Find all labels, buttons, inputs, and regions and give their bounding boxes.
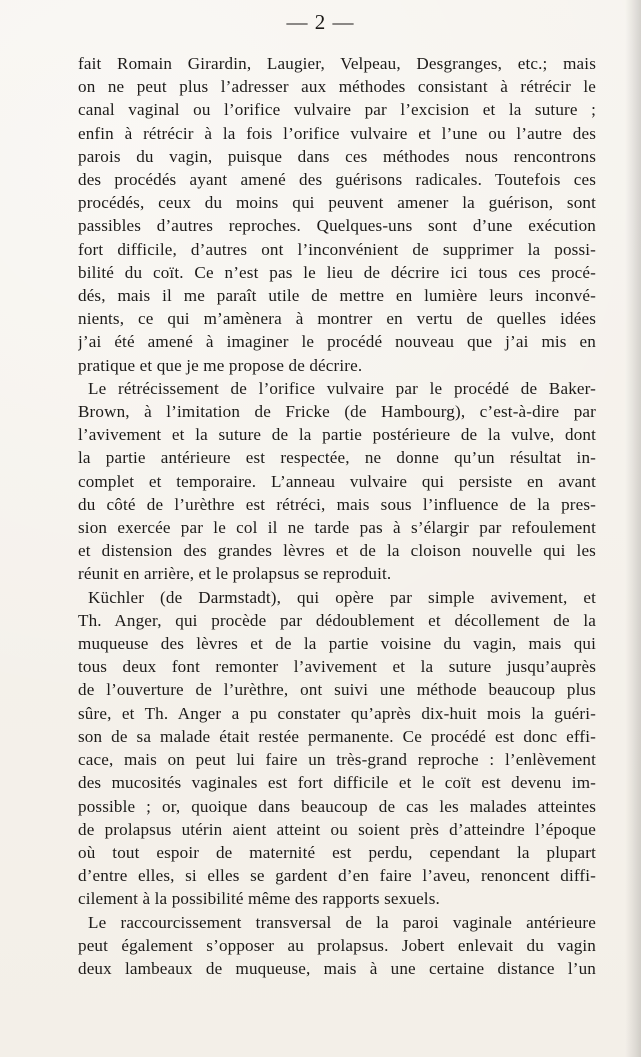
text-line: cace, mais on peut lui faire un très-grand reproche : l’enlèvement: [78, 750, 596, 770]
page-edge-shadow: [625, 0, 641, 1057]
text-line: des mucosités vaginales est fort difficile et le coït est devenu im-: [78, 773, 596, 793]
text-line: la partie antérieure est respectée, ne donne qu’un résultat in-: [78, 448, 596, 468]
body-text: [78, 52, 596, 980]
text-line: passibles d’autres reproches. Quelques-uns sont d’une exécution: [78, 216, 596, 236]
text-line: Brown, à l’imitation de Fricke (de Hambourg), c’est-à-dire par: [78, 402, 596, 422]
text-line: parois du vagin, puisque dans ces méthodes nous rencontrons: [78, 146, 596, 166]
text-line: sion exercée par le col il ne tarde pas à s’élargir par refoulement: [78, 518, 596, 538]
text-line: possible ; or, quoique dans beaucoup de cas les malades atteintes: [78, 796, 596, 816]
text-line: et distension des grandes lèvres et de la cloison nouvelle qui les: [78, 541, 596, 561]
page-number: — 2 —: [286, 10, 355, 34]
paragraph: [78, 377, 596, 586]
text-line: complet et temporaire. L’anneau vulvaire qui persiste en avant: [78, 471, 596, 491]
text-line: réunit en arrière, et le prolapsus se reproduit.: [78, 564, 392, 584]
text-line: fait Romain Girardin, Laugier, Velpeau, Desgranges, etc.; mais: [78, 54, 596, 73]
text-line: de prolapsus utérin aient atteint ou soient près d’atteindre l’époque: [78, 819, 596, 839]
text-line: j’ai été amené à imaginer le procédé nouveau que j’ai mis en: [78, 332, 596, 352]
text-line: procédés, ceux du moins qui peuvent amener la guérison, sont: [78, 193, 596, 213]
text-line: du côté de l’urèthre est rétréci, mais sous l’influence de la pres-: [78, 494, 596, 514]
text-line: canal vaginal ou l’orifice vulvaire par l’excision et la suture ;: [78, 100, 596, 120]
text-line: deux lambeaux de muqueuse, mais à une certaine distance l’un: [78, 958, 596, 978]
text-line: l’avivement et la suture de la partie postérieure de la vulve, dont: [78, 425, 596, 445]
text-line: peut également s’opposer au prolapsus. Jobert enlevait du vagin: [78, 935, 596, 955]
text-line: tous deux font remonter l’avivement et la suture jusqu’auprès: [78, 657, 596, 677]
text-line: sûre, et Th. Anger a pu constater qu’après dix-huit mois la guéri-: [78, 703, 596, 723]
paragraph-continuation: [78, 52, 596, 377]
text-line: son de sa malade était restée permanente. Ce procédé est donc effi-: [78, 726, 596, 746]
text-line: bilité du coït. Ce n’est pas le lieu de décrire ici tous ces procé-: [78, 262, 596, 282]
text-line: Le raccourcissement transversal de la paroi vaginale antérieure: [88, 912, 596, 932]
text-line: de l’ouverture de l’urèthre, ont suivi une méthode beaucoup plus: [78, 680, 596, 700]
text-line: muqueuse des lèvres et de la partie voisine du vagin, mais qui: [78, 634, 596, 654]
text-line: fort difficile, d’autres ont l’inconvénient de supprimer la possi-: [78, 239, 596, 259]
text-line: on ne peut plus l’adresser aux méthodes consistant à rétrécir le: [78, 77, 596, 97]
text-line: nients, ce qui m’amènera à montrer en vertu de quelles idées: [78, 309, 596, 329]
text-line: cilement à la possibilité même des rapports sexuels.: [78, 889, 440, 909]
text-line: Th. Anger, qui procède par dédoublement et décollement de la: [78, 610, 596, 630]
text-line: Le rétrécissement de l’orifice vulvaire par le procédé de Baker-: [88, 378, 596, 398]
text-line: des procédés ayant amené des guérisons radicales. Toutefois ces: [78, 170, 596, 190]
text-line: d’entre elles, si elles se gardent d’en faire l’aveu, renoncent diffi-: [78, 866, 596, 886]
paragraph: [78, 911, 596, 981]
text-line: où tout espoir de maternité est perdu, cependant la plupart: [78, 842, 596, 862]
text-line: pratique et que je me propose de décrire.: [78, 355, 363, 375]
text-line: dés, mais il me paraît utile de mettre en lumière leurs inconvé-: [78, 286, 596, 306]
paragraph: [78, 586, 596, 911]
text-line: Küchler (de Darmstadt), qui opère par simple avivement, et: [88, 587, 596, 607]
text-line: enfin à rétrécir à la fois l’orifice vulvaire et l’une ou l’autre des: [78, 123, 596, 143]
